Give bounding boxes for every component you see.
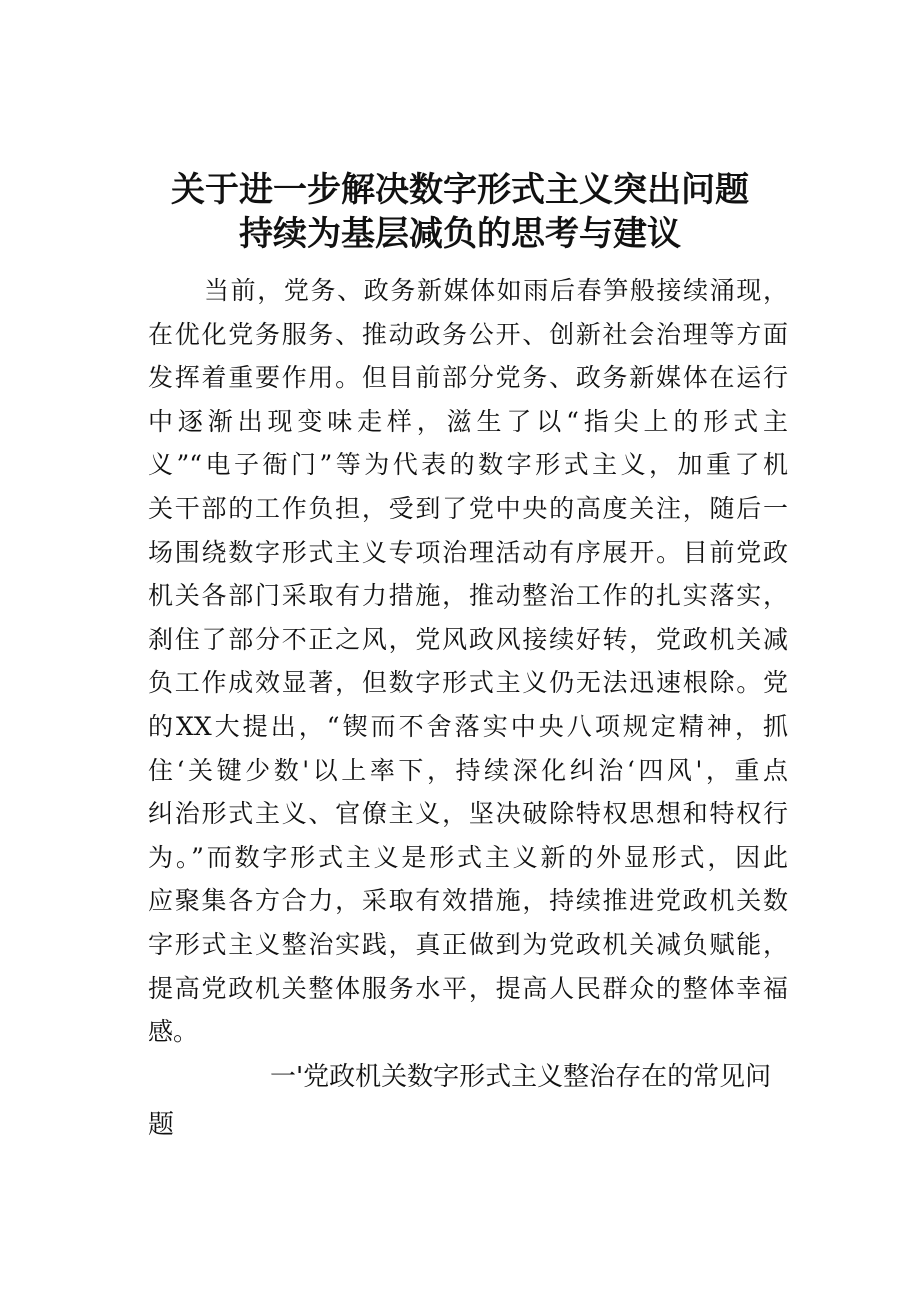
body-line-1: 当前，党务、政务新媒体如雨后春笋般接续涌现，: [204, 276, 788, 305]
body-line-5: 义”“电子衙门”等为代表的数字形式主义，加重了机: [148, 450, 788, 480]
body-paragraph: [148, 269, 788, 1054]
section-heading-line-1: 一'党政机关数字形式主义整治存在的常见问: [270, 1062, 772, 1092]
body-line-7: 场围绕数字形式主义专项治理活动有序展开。目前党政: [148, 537, 788, 567]
body-line-3: 发挥着重要作用。但目前部分党务、政务新媒体在运行: [148, 363, 788, 393]
title-line-2: 持续为基层减负的思考与建议: [239, 214, 681, 254]
title-line-1: 关于进一步解决数字形式主义突出问题: [171, 170, 749, 210]
body-line-18: 感。: [148, 1017, 199, 1047]
body-line-9: 刹住了部分不正之风，党风政风接续好转，党政机关减: [148, 624, 788, 654]
body-line-15: 应聚集各方合力，采取有效措施，持续推进党政机关数: [148, 886, 788, 916]
body-line-12: 住‘关键少数'以上率下，持续深化纠治‘四风'，重点: [148, 755, 788, 785]
body-line-14: 为。”而数字形式主义是形式主义新的外显形式，因此: [148, 842, 788, 872]
document-title: [0, 168, 920, 256]
body-line-11: 的XX大提出，“锲而不舍落实中央八项规定精神，抓: [148, 711, 788, 741]
body-line-17: 提高党政机关整体服务水平，提高人民群众的整体幸福: [148, 973, 788, 1003]
body-line-10: 负工作成效显著，但数字形式主义仍无法迅速根除。党: [148, 668, 788, 698]
body-line-4: 中逐渐出现变味走样，滋生了以“指尖上的形式主: [148, 406, 788, 436]
body-line-16: 字形式主义整治实践，真正做到为党政机关减负赋能，: [148, 929, 788, 959]
body-line-13: 纠治形式主义、官僚主义，坚决破除特权思想和特权行: [148, 799, 788, 829]
section-heading-line-2: 题: [148, 1110, 175, 1140]
body-line-6: 关干部的工作负担，受到了党中央的高度关注，随后一: [148, 493, 788, 523]
section-heading: [148, 1053, 788, 1149]
body-line-8: 机关各部门采取有力措施，推动整治工作的扎实落实，: [148, 581, 788, 611]
body-line-2: 在优化党务服务、推动政务公开、创新社会治理等方面: [148, 319, 788, 349]
